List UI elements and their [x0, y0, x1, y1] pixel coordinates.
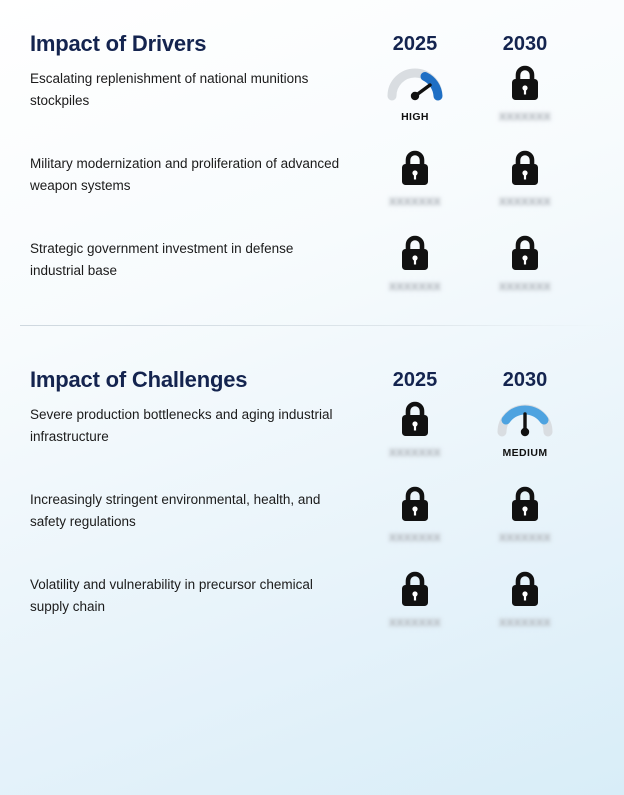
- section-challenges: [0, 336, 624, 647]
- column-header-2025: 2025: [392, 369, 438, 391]
- row-label: Military modernization and proliferation of advanced weapon systems: [30, 156, 340, 194]
- section-challenges-header: [30, 336, 604, 392]
- cell-value-locked: XXXXXXX: [389, 617, 441, 629]
- cell-2025: [360, 477, 470, 544]
- row-label: Increasingly stringent environmental, health, and safety regulations: [30, 492, 321, 530]
- section-divider: [20, 325, 604, 326]
- table-row: [30, 392, 604, 477]
- section-drivers-header: [30, 0, 604, 56]
- row-label: Strategic government investment in defense industrial base: [30, 241, 294, 279]
- row-label: Severe production bottlenecks and aging industrial infrastructure: [30, 407, 333, 445]
- lock-icon: [508, 483, 542, 525]
- cell-value-locked: XXXXXXX: [389, 281, 441, 293]
- column-header-2030: 2030: [502, 369, 548, 391]
- cell-2030: [470, 392, 580, 459]
- column-header-2030: 2030: [502, 33, 548, 55]
- cell-value: MEDIUM: [502, 447, 548, 459]
- cell-2030: [470, 56, 580, 123]
- cell-2030: [470, 477, 580, 544]
- cell-value: HIGH: [401, 111, 429, 123]
- section-drivers: [0, 0, 624, 311]
- cell-value-locked: XXXXXXX: [499, 196, 551, 208]
- row-label: Escalating replenishment of national munitions stockpiles: [30, 71, 309, 109]
- table-row: [30, 562, 604, 647]
- cell-2030: [470, 141, 580, 208]
- section-drivers-title: Impact of Drivers: [30, 30, 207, 56]
- table-row: [30, 226, 604, 311]
- column-header-2025: 2025: [392, 33, 438, 55]
- cell-2025: [360, 562, 470, 629]
- cell-value-locked: XXXXXXX: [499, 617, 551, 629]
- lock-icon: [398, 398, 432, 440]
- lock-icon: [508, 147, 542, 189]
- cell-value-locked: XXXXXXX: [499, 532, 551, 544]
- cell-value-locked: XXXXXXX: [499, 281, 551, 293]
- table-row: [30, 56, 604, 141]
- cell-2025: [360, 141, 470, 208]
- lock-icon: [508, 232, 542, 274]
- cell-2025: [360, 392, 470, 459]
- cell-2030: [470, 562, 580, 629]
- lock-icon: [398, 483, 432, 525]
- lock-icon: [398, 568, 432, 610]
- cell-value-locked: XXXXXXX: [389, 532, 441, 544]
- section-challenges-title: Impact of Challenges: [30, 366, 248, 392]
- cell-2030: [470, 226, 580, 293]
- lock-icon: [508, 62, 542, 104]
- table-row: [30, 141, 604, 226]
- cell-2025: [360, 226, 470, 293]
- lock-icon: [508, 568, 542, 610]
- gauge-icon: [497, 398, 553, 440]
- gauge-icon: [387, 62, 443, 104]
- table-row: [30, 477, 604, 562]
- row-label: Volatility and vulnerability in precursor chemical supply chain: [30, 577, 313, 615]
- cell-value-locked: XXXXXXX: [499, 111, 551, 123]
- cell-2025: [360, 56, 470, 123]
- lock-icon: [398, 147, 432, 189]
- cell-value-locked: XXXXXXX: [389, 196, 441, 208]
- cell-value-locked: XXXXXXX: [389, 447, 441, 459]
- lock-icon: [398, 232, 432, 274]
